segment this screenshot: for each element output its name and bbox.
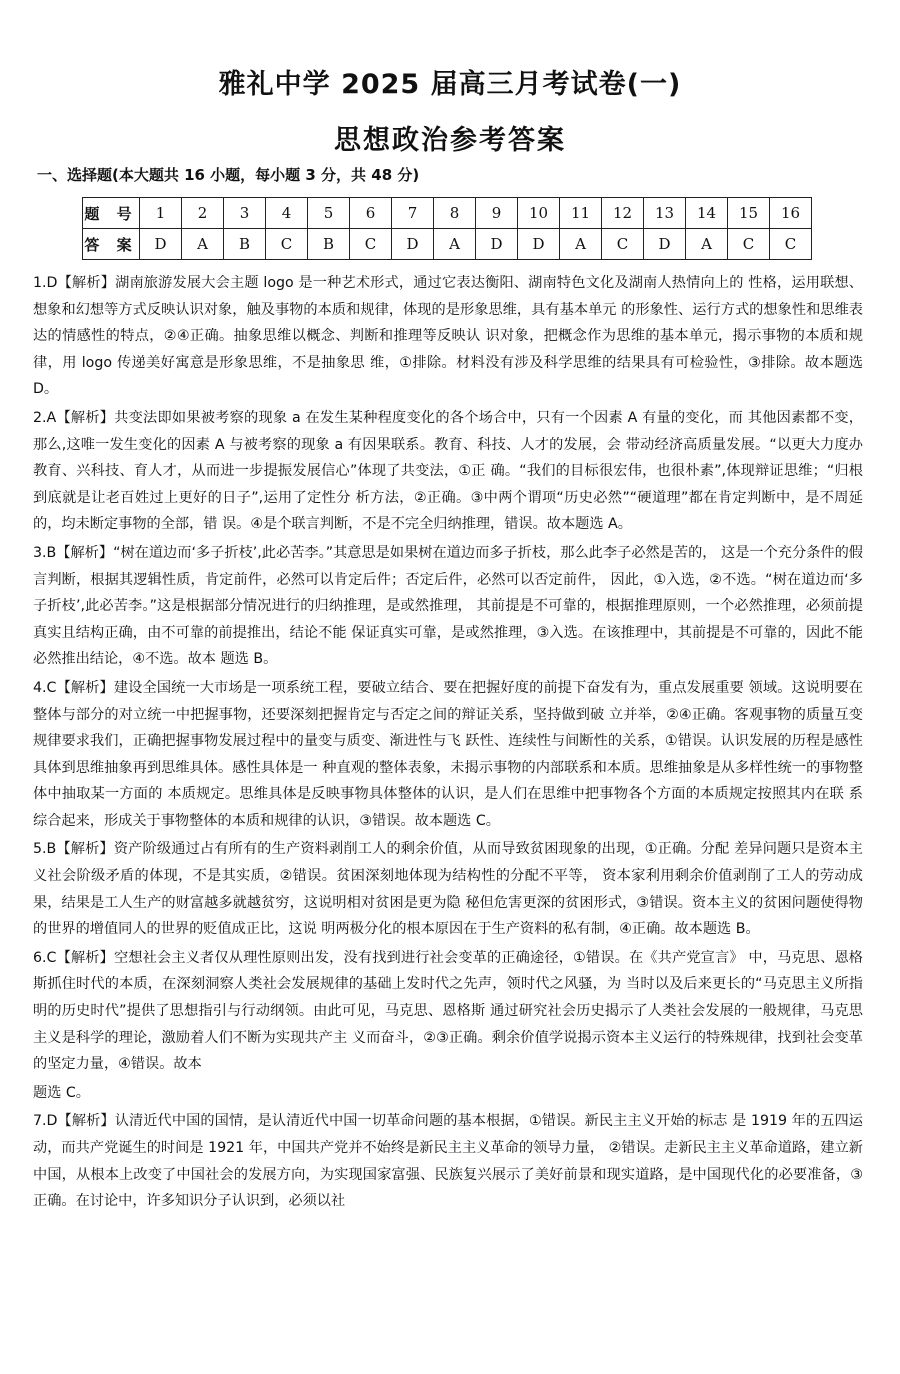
answer-cell: D [644,229,686,260]
question-number: 2 [182,198,224,229]
question-number: 12 [602,198,644,229]
answer-cell: B [308,229,350,260]
row-label-number: 题 号 [83,198,140,229]
question-number: 11 [560,198,602,229]
question-number: 1 [140,198,182,229]
answer-cell: A [182,229,224,260]
answer-cell: A [686,229,728,260]
answer-table [82,197,812,260]
question-number: 6 [350,198,392,229]
page-title: 雅礼中学 2025 届高三月考试卷(一) [218,69,682,100]
page-subtitle: 思想政治参考答案 [334,125,566,156]
question-number: 10 [518,198,560,229]
question-number: 14 [686,198,728,229]
explanation-q1: 1.D【解析】湖南旅游发展大会主题 logo 是一种艺术形式，通过它表达衡阳、湖南特色文化及湖南人热情向上的 性格，运用联想、想象和幻想等方式反映认识对象，触及事物的本质和规律，体现的是形象思维，具有基本单元 的形象性、运行方式的想象性和思维表达的情感性的特点，②④正确。抽象思维以概念、判断和推理等反映认 识对象，把概念作为思维的基本单元，揭示事物的本质和规律，用 logo 传递美好寓意是形象思维，不是抽象思 维，①排除。材料没有涉及科学思维的结果具有可检验性，③排除。故本题选 D。 [33,275,863,398]
question-number-row [83,198,812,229]
answer-cell: C [770,229,812,260]
question-number: 3 [224,198,266,229]
section-heading: 一、选择题(本大题共 16 小题，每小题 3 分，共 48 分) [37,166,420,184]
explanations-body [33,270,863,1217]
explanation-q5: 5.B【解析】资产阶级通过占有所有的生产资料剥削工人的剩余价值，从而导致贫困现象的出现，①正确。分配 差异问题只是资本主义社会阶级矛盾的体现，不是其实质，②错误。贫困深刻地体现为结构性的分配不平等， 资本家利用剩余价值剥削了工人的劳动成果，结果是工人生产的财富越多就越贫穷，这说明相对贫困是更为隐 秘但危害更深的贫困形式，③错误。资本主义的贫困问题使得物的世界的增值同人的世界的贬值成正比，这说 明两极分化的根本原因在于生产资料的私有制，④正确。故本题选 B。 [33,841,863,938]
answer-cell: C [602,229,644,260]
answer-cell: A [434,229,476,260]
answer-cell: D [476,229,518,260]
answer-cell: C [728,229,770,260]
answer-cell: B [224,229,266,260]
answer-cell: D [392,229,434,260]
row-label-answer: 答 案 [83,229,140,260]
question-number: 4 [266,198,308,229]
explanation-q6-continued: 题选 C。 [33,1084,90,1101]
explanation-q6: 6.C【解析】空想社会主义者仅从理性原则出发，没有找到进行社会变革的正确途径，①错误。在《共产党宣言》 中，马克思、恩格斯抓住时代的本质，在深刻洞察人类社会发展规律的基础上发时代之先声，领时代之风骚，为 当时以及后来更长的“马克思主义所指明的历史时代”提供了思想指引与行动纲领。由此可见，马克思、恩格斯 通过研究社会历史揭示了人类社会发展的一般规律，马克思主义是科学的理论，激励着人们不断为实现共产主 义而奋斗，②③正确。剩余价值学说揭示资本主义运行的特殊规律，找到社会变革的坚定力量，④错误。故本 [33,949,863,1073]
explanation-q2: 2.A【解析】共变法即如果被考察的现象 a 在发生某种程度变化的各个场合中，只有一个因素 A 有量的变化，而 其他因素都不变，那么,这唯一发生变化的因素 A 与被考察的现象 a 有因果联系。教育、科技、人才的发展，会 带动经济高质量发展。“以更大力度办教育、兴科技、育人才，从而进一步提振发展信心”体现了共变法，①正 确。“我们的目标很宏伟，也很朴素”,体现辩证思维；“归根到底就是让老百姓过上更好的日子”,运用了定性分 析方法，②正确。③中两个谓项“历史必然”“硬道理”都在肯定判断中，是不周延的，均未断定事物的全部，错 误。④是个联言判断，不是不完全归纳推理，错误。故本题选 A。 [33,409,863,533]
question-number: 7 [392,198,434,229]
question-number: 8 [434,198,476,229]
answer-row [83,229,812,260]
answer-cell: D [518,229,560,260]
question-number: 5 [308,198,350,229]
question-number: 9 [476,198,518,229]
answer-cell: C [266,229,308,260]
question-number: 16 [770,198,812,229]
answer-cell: C [350,229,392,260]
answer-cell: A [560,229,602,260]
answer-cell: D [140,229,182,260]
question-number: 13 [644,198,686,229]
explanation-q7: 7.D【解析】认清近代中国的国情，是认清近代中国一切革命问题的基本根据，①错误。新民主主义开始的标志 是 1919 年的五四运动，而共产党诞生的时间是 1921 年，中国共产党并不始终是新民主主义革命的领导力量， ②错误。走新民主主义革命道路，建立新中国，从根本上改变了中国社会的发展方向，为实现国家富强、民族复兴展示了美好前景和现实道路，是中国现代化的必要准备，③正确。在讨论中，许多知识分子认识到，必须以社 [33,1113,863,1210]
explanation-q3: 3.B【解析】“树在道边而‘多子折枝’,此必苦李。”其意思是如果树在道边而多子折枝，那么此李子必然是苦的， 这是一个充分条件的假言判断，根据其逻辑性质，肯定前件，必然可以肯定后件；否定后件，必然可以否定前件， 因此，①入选，②不选。“树在道边而‘多子折枝’,此必苦李。”这是根据部分情况进行的归纳推理，是或然推理， 其前提是不可靠的，根据推理原则，一个必然推理，必须前提真实且结构正确，由不可靠的前提推出，结论不能 保证真实可靠，是或然推理，③入选。在该推理中，其前提是不可靠的，因此不能必然推出结论，④不选。故本 题选 B。 [33,544,863,668]
question-number: 15 [728,198,770,229]
explanation-q4: 4.C【解析】建设全国统一大市场是一项系统工程，要破立结合、要在把握好度的前提下奋发有为，重点发展重要 领域。这说明要在整体与部分的对立统一中把握事物，还要深刻把握肯定与否定之间的辩证关系，坚持做到破 立并举，②④正确。客观事物的质量互变规律要求我们，正确把握事物发展过程中的量变与质变、渐进性与飞 跃性、连续性与间断性的关系，①错误。认识发展的历程是感性具体到思维抽象再到思维具体。感性具体是一 种直观的整体表象，未揭示事物的内部联系和本质。思维抽象是从多样性统一的事物整体中抽取某一方面的 本质规定。思维具体是反映事物具体整体的认识，是人们在思维中把事物各个方面的本质规定按照其内在联 系综合起来，形成关于事物整体的本质和规律的认识，③错误。故本题选 C。 [33,679,863,829]
